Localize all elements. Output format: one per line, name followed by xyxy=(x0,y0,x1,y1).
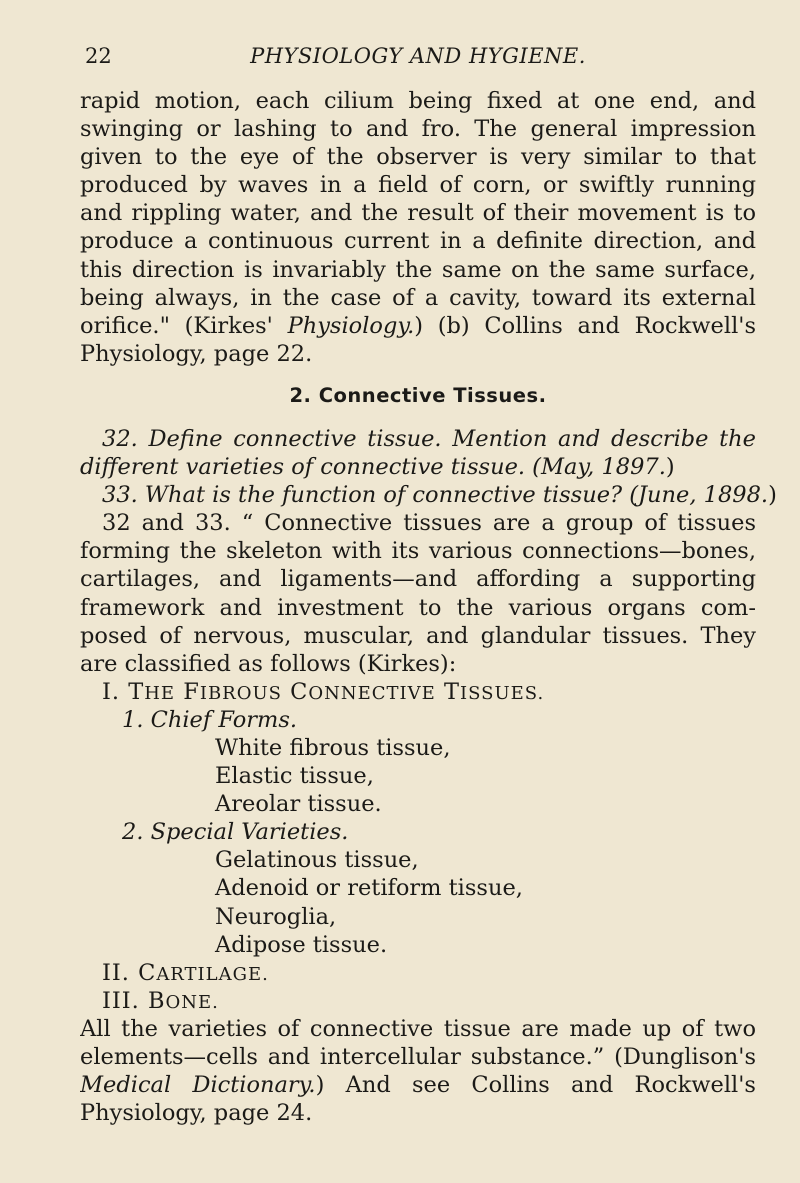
page-number: 22 xyxy=(85,44,112,68)
closing-line: Medical Dictionary.) And see Collins and Rockwell's xyxy=(80,1072,756,1099)
text-line: and rippling water, and the result of their movement is to xyxy=(80,200,756,227)
answer-line: forming the skeleton with its various connections—bones, xyxy=(80,538,756,565)
text-line: this direction is invariably the same on the same surface, xyxy=(80,256,756,283)
answer-line: 32 and 33. “ Connective tissues are a group of tissues xyxy=(102,510,756,537)
book-title: Physiology. xyxy=(287,312,415,339)
closing-line: All the varieties of connective tissue are made up of two xyxy=(80,1015,756,1042)
outline-item: Areolar tissue. xyxy=(215,791,382,818)
book-title: Medical Dictionary. xyxy=(80,1072,316,1099)
text-line: rapid motion, each cilium being fixed at one end, and xyxy=(80,88,756,114)
question-32-cont: different varieties of connective tissue. (May, 1897.) xyxy=(80,454,675,481)
outline-heading-i: I. THE FIBROUS CONNECTIVE TISSUES. xyxy=(102,678,545,705)
page-body xyxy=(80,87,777,1127)
question-33: 33. What is the function of connective tissue? (June, 1898.) xyxy=(102,482,777,509)
closing-line: elements—cells and intercellular substance.” (Dunglison's xyxy=(80,1044,756,1070)
text-line: Physiology, page 22. xyxy=(80,340,313,367)
running-title: PHYSIOLOGY AND HYGIENE. xyxy=(250,44,586,68)
text-line xyxy=(80,312,756,340)
text-line: produced by waves in a field of corn, or swiftly running xyxy=(80,172,756,199)
outline-subheading-special: 2. Special Varieties. xyxy=(122,819,349,846)
outline-item: Neuroglia, xyxy=(215,903,337,930)
outline-item: Adipose tissue. xyxy=(215,931,388,958)
text-line: given to the eye of the observer is very similar to that xyxy=(80,144,756,171)
outline-heading-iii: III. BONE. xyxy=(102,987,219,1014)
closing-line: Physiology, page 24. xyxy=(80,1100,313,1127)
text-line: swinging or lashing to and fro. The general impression xyxy=(80,116,756,143)
outline-heading-ii: II. CARTILAGE. xyxy=(102,959,269,986)
outline-item: Gelatinous tissue, xyxy=(215,847,419,874)
outline-item: White fibrous tissue, xyxy=(215,734,451,761)
answer-line: are classified as follows (Kirkes): xyxy=(80,650,457,677)
text-line: produce a continuous current in a definite direction, and xyxy=(80,228,756,255)
page-header xyxy=(80,44,756,76)
section-heading: 2. Connective Tissues. xyxy=(289,383,547,407)
outline-subheading-chief: 1. Chief Forms. xyxy=(122,706,298,733)
answer-line: cartilages, and ligaments—and affording a supporting xyxy=(80,566,756,593)
answer-line: posed of nervous, muscular, and glandular tissues. They xyxy=(80,622,756,649)
text-run: ) (b) Collins and Rockwell's xyxy=(414,312,756,339)
outline-item: Elastic tissue, xyxy=(215,763,374,790)
answer-line: framework and investment to the various organs com- xyxy=(80,594,756,621)
text-line: being always, in the case of a cavity, toward its external xyxy=(80,284,756,311)
outline-item: Adenoid or retiform tissue, xyxy=(215,875,523,902)
text-run: orifice." (Kirkes' xyxy=(80,312,288,339)
question-32: 32. Define connective tissue. Mention and describe the xyxy=(102,425,756,452)
